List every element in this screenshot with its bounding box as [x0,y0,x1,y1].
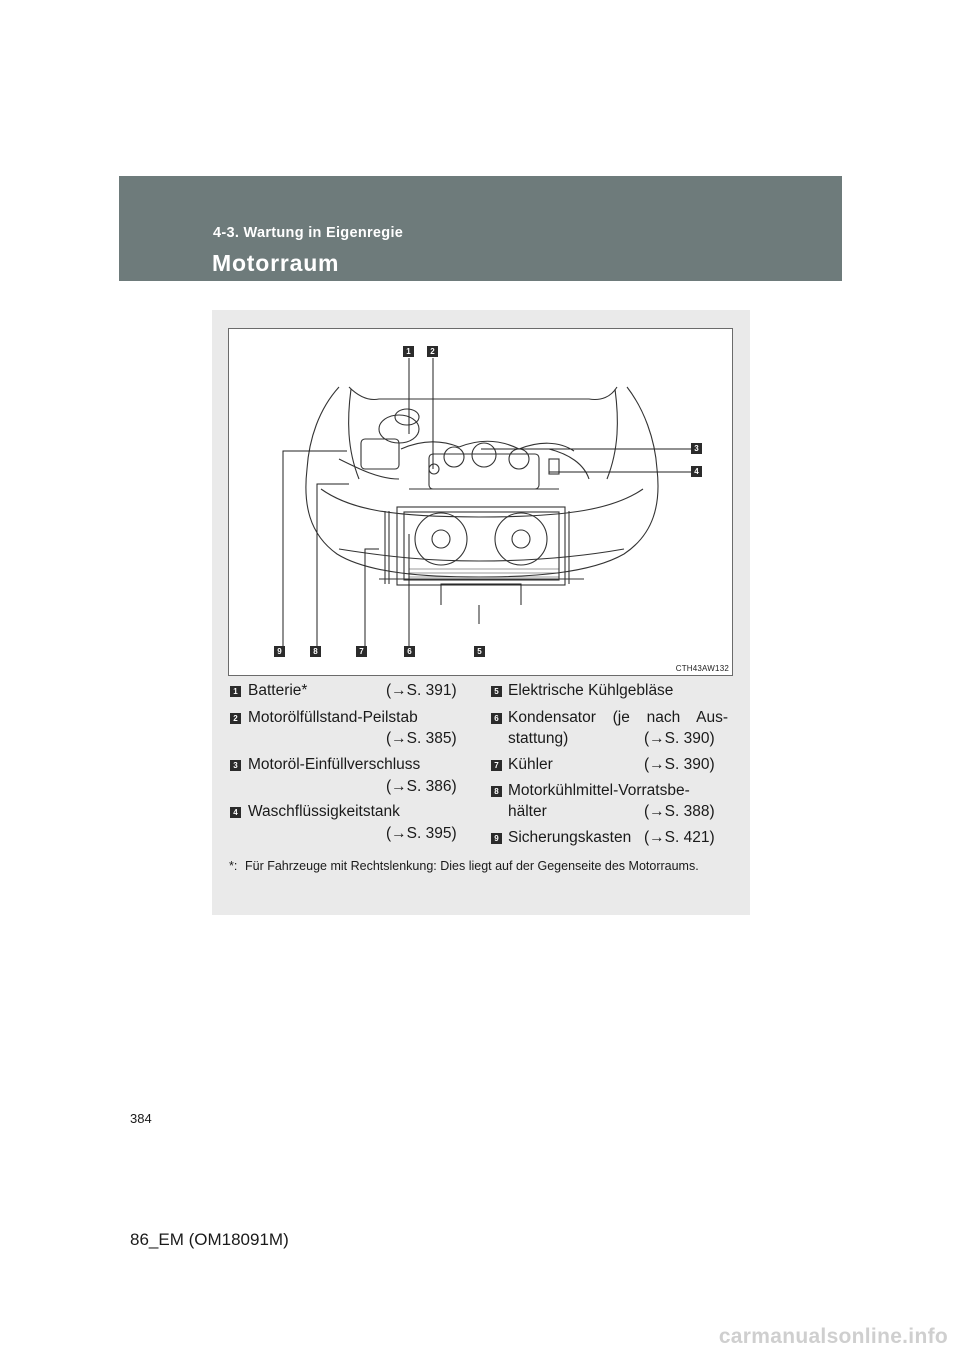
legend-label: Waschflüssigkeitstank [248,803,400,820]
callout-4: 4 [691,466,702,477]
legend-ref: (→S. 390) [644,756,715,773]
callout-2: 2 [427,346,438,357]
callout-8: 8 [310,646,321,657]
legend-badge: 9 [491,833,502,844]
legend-badge: 6 [491,713,502,724]
engine-bay-illustration [229,329,734,677]
callout-3: 3 [691,443,702,454]
callout-9: 9 [274,646,285,657]
legend-label: Motorölfüllstand-Peilstab [248,709,418,726]
legend-label: Kühler [508,756,553,773]
legend-badge: 4 [230,807,241,818]
footnote-text: Für Fahrzeuge mit Rechtslenkung: Dies liegt auf der Gegenseite des Motorraums. [245,859,699,873]
legend-ref: (→S. 390) [644,730,715,747]
footnote-mark: *: [229,859,238,873]
legend-ref: (→S. 391) [386,682,457,699]
legend-badge: 8 [491,786,502,797]
page-number: 384 [130,1111,152,1126]
legend-ref: (→S. 385) [386,730,457,747]
legend-label-line2: stattung) [508,730,569,747]
legend-badge: 1 [230,686,241,697]
watermark: carmanualsonline.info [718,1325,948,1348]
legend-label: Motoröl-Einfüllverschluss [248,756,421,773]
document-id: 86_EM (OM18091M) [130,1230,289,1249]
legend-label-line2: hälter [508,803,547,820]
legend-badge: 3 [230,760,241,771]
callout-5: 5 [474,646,485,657]
legend-badge: 5 [491,686,502,697]
legend-label: Batterie* [248,682,308,699]
legend-label: Sicherungskasten [508,829,632,846]
section-label: 4-3. Wartung in Eigenregie [213,225,404,241]
callout-1: 1 [403,346,414,357]
figure-code: CTH43AW132 [675,664,729,673]
legend-label-line1: Kondensator (je nach Aus- [508,709,728,726]
legend-label: Elektrische Kühlgebläse [508,682,674,699]
legend-ref: (→S. 388) [644,803,715,820]
engine-bay-figure [228,328,733,676]
page-title: Motorraum [212,250,340,276]
callout-7: 7 [356,646,367,657]
legend-ref: (→S. 386) [386,778,457,795]
callout-6: 6 [404,646,415,657]
legend-label-line1: Motorkühlmittel-Vorratsbe- [508,782,690,799]
legend-badge: 2 [230,713,241,724]
legend-ref: (→S. 395) [386,825,457,842]
legend-ref: (→S. 421) [644,829,715,846]
legend-badge: 7 [491,760,502,771]
